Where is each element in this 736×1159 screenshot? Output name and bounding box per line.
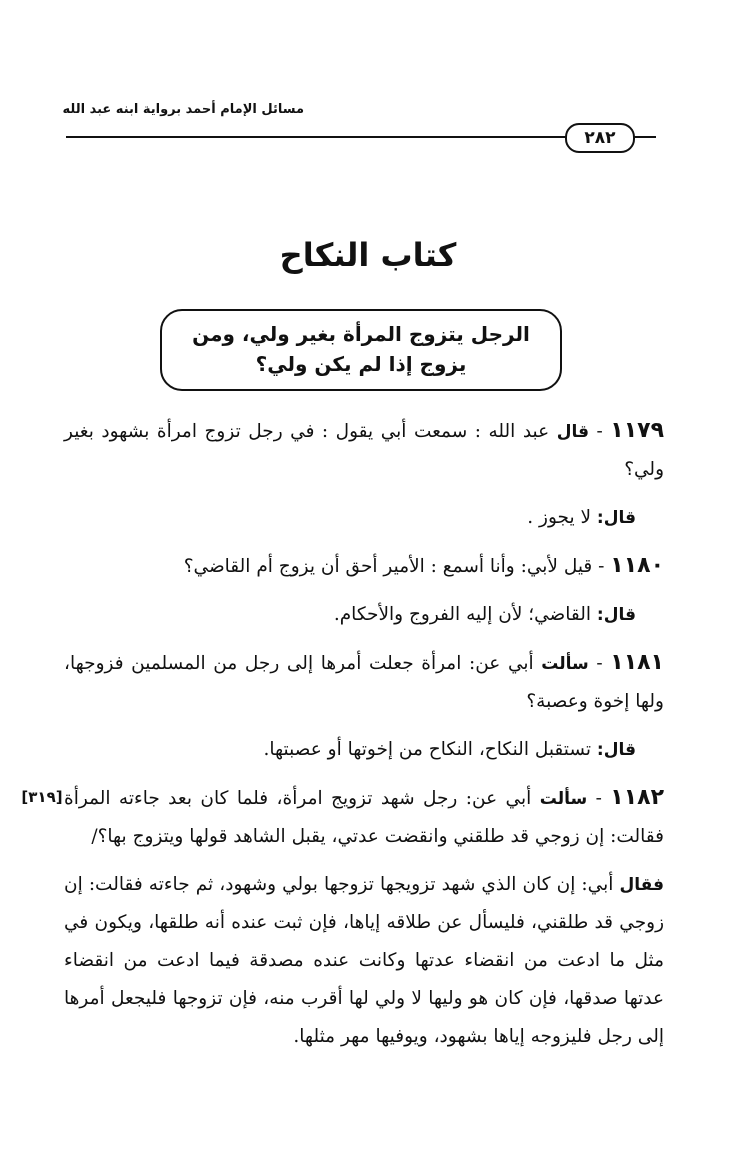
body-text	[64, 412, 664, 1066]
entry-number: ١١٨٢	[610, 785, 664, 810]
chapter-title: الرجل يتزوج المرأة بغير ولي، ومن يزوج إذا لم يكن ولي؟	[192, 322, 530, 376]
running-header: مسائل الإمام أحمد برواية ابنه عبد الله	[62, 102, 304, 117]
answer-lead: قال:	[596, 740, 636, 760]
answer-1182	[64, 866, 664, 1056]
entry-number: ١١٧٩	[610, 418, 664, 443]
answer-text: القاضي؛ لأن إليه الفروج والأحكام.	[333, 604, 592, 625]
question-1181: ١١٨١ - سألت أبي عن: امرأة جعلت أمرها إلى رجل من المسلمين فزوجها، ولها إخوة وعصبة؟	[64, 650, 664, 712]
entry-lead: سألت	[539, 789, 588, 809]
answer-1181	[64, 731, 664, 769]
question-1179: ١١٧٩ - قال عبد الله : سمعت أبي يقول : في رجل تزوج امرأة بشهود بغير ولي؟	[64, 418, 664, 480]
entry-text: قيل لأبي: وأنا أسمع : الأمير أحق أن يزوج أم القاضي؟	[183, 556, 593, 577]
answer-text: تستقبل النكاح، النكاح من إخوتها أو عصبتها.	[263, 739, 592, 760]
question-1180: ١١٨٠ - قيل لأبي: وأنا أسمع : الأمير أحق أن يزوج أم القاضي؟	[183, 553, 664, 578]
entry-lead: سألت	[541, 654, 589, 674]
answer-1180	[64, 596, 664, 634]
entry-text: عبد الله : سمعت أبي يقول : في رجل تزوج امرأة بشهود بغير ولي؟	[64, 421, 664, 480]
page-number: ٢٨٢	[565, 123, 635, 153]
answer-lead: قال:	[596, 508, 636, 528]
margin-page-reference: [٣١٩]	[21, 788, 63, 806]
entry-number: ١١٨٠	[610, 553, 664, 578]
answer-text: أبي: إن كان الذي شهد تزويجها تزوجها بولي وشهود، ثم جاءته فقالت: إن زوجي قد طلقني، فليسأل عن طلاقه إياها، فإن ثبت عنده أنه طلقها، ويكون في مثل ما ادعت من انقضاء عدتها وكانت عنده مصدقة فيما ادعت من انقضاء عدتها صدقها، فإن كان هو وليها لا ولي لها أقرب منه، فإن تزوجها فليجعل أمرها إلى رجل فليزوجه إياها بشهود، ويوفيها مهر مثلها.	[64, 874, 664, 1047]
answer-lead: فقال	[619, 875, 664, 895]
answer-1179	[64, 499, 664, 537]
entry-text: أبي عن: رجل شهد تزويج امرأة، فلما كان بعد جاءته المرأة فقالت: إن زوجي قد طلقني وانقضت عدتي، يقبل الشاهد قولها ويتزوج بها؟/	[64, 788, 664, 847]
entry-number: ١١٨١	[610, 650, 664, 675]
entry-lead: قال	[556, 422, 589, 442]
entry-text: أبي عن: امرأة جعلت أمرها إلى رجل من المسلمين فزوجها، ولها إخوة وعصبة؟	[64, 653, 664, 712]
question-1182: ١١٨٢ - سألت أبي عن: رجل شهد تزويج امرأة، فلما كان بعد جاءته المرأة فقالت: إن زوجي قد طلقني وانقضت عدتي، يقبل الشاهد قولها ويتزوج بها؟/	[64, 785, 664, 847]
answer-text: لا يجوز .	[527, 507, 592, 528]
answer-lead: قال:	[596, 605, 636, 625]
book-title: كتاب النكاح	[279, 236, 457, 274]
chapter-title-box	[160, 309, 562, 391]
